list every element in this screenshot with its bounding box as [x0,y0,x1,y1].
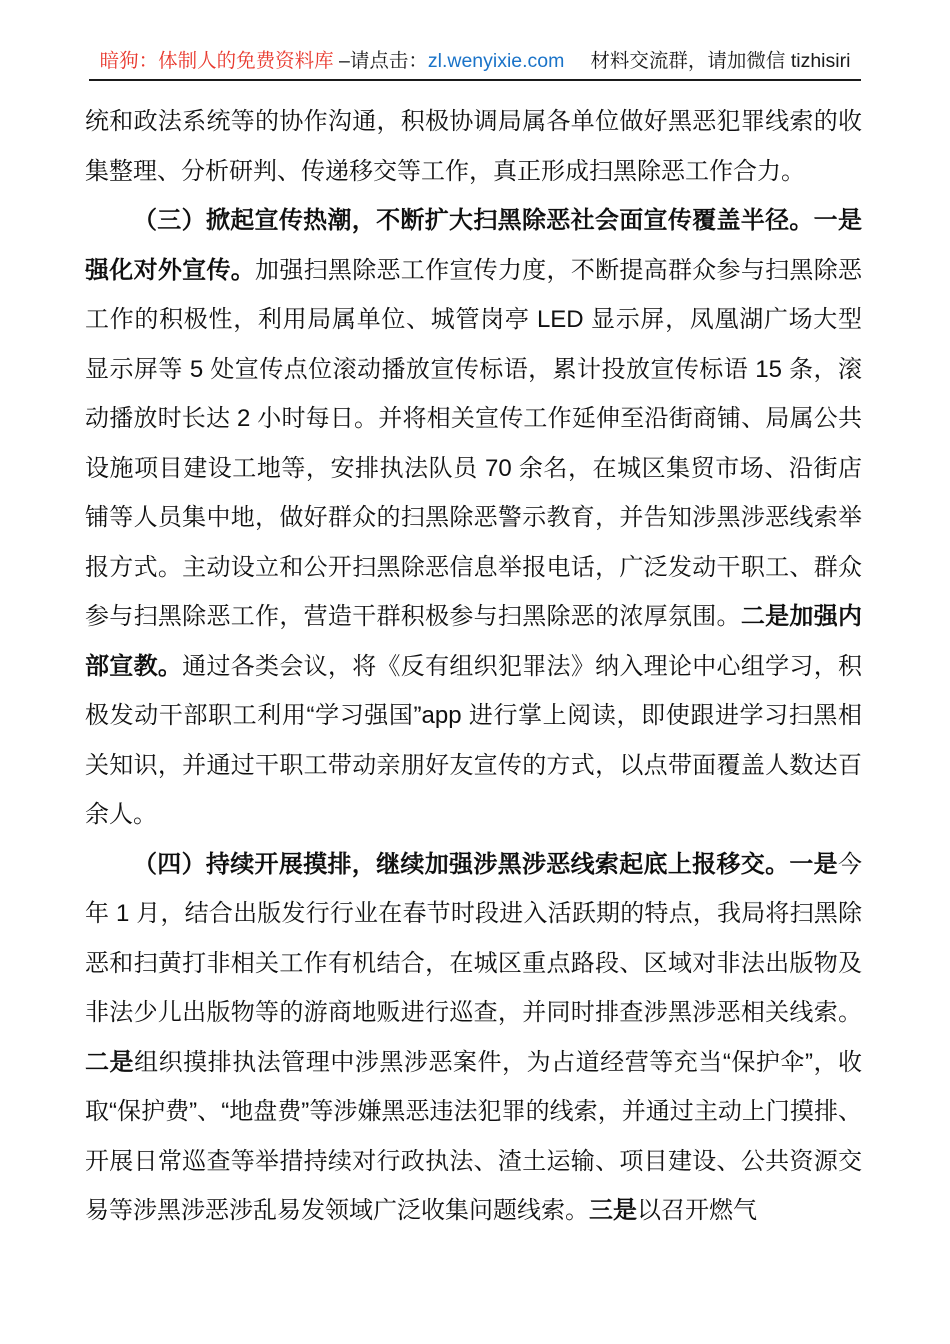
text-run: 以召开燃气 [637,1197,757,1224]
paragraph [85,97,862,196]
header-click-hint: –请点击： [333,50,428,72]
paragraph [85,840,862,1236]
header-site-link[interactable]: zl.wenyixie.com [427,50,565,72]
paragraph [85,196,862,840]
text-run: 组织摸排执法管理中涉黑涉恶案件，为占道经营等充当“保护伞”，收取“保护费”、“地盘费”等涉嫌黑恶违法犯罪的线索，并通过主动上门摸排、开展日常巡查等举措持续对行政执法、渣土运输、项目建设、公共资源交易等涉黑涉恶涉乱易发领域广泛收集问题线索。 [85,1048,863,1224]
header-brand-text: 暗狗：体制人的免费资料库 [99,50,334,72]
header-group-note: 材料交流群，请加微信 tizhisiri [590,50,851,72]
emphasis-run: 二是加强内部宣教。 [85,603,863,680]
emphasis-run: 三是 [589,1197,637,1224]
emphasis-run: （三）掀起宣传热潮，不断扩大扫黑除恶社会面宣传覆盖半径。一是强化对外宣传。 [85,207,862,284]
emphasis-run: （四）持续开展摸排，继续加强涉黑涉恶线索起底上报移交。一是 [133,850,838,878]
text-run: 统和政法系统等的协作沟通，积极协调局属各单位做好黑恶犯罪线索的收集整理、分析研判、传递移交等工作，真正形成扫黑除恶工作合力。 [85,108,862,185]
emphasis-run: 二是 [85,1048,135,1076]
document-body [85,97,862,1236]
page-header [89,48,861,81]
text-run: 加强扫黑除恶工作宣传力度，不断提高群众参与扫黑除恶工作的积极性，利用局属单位、城管岗亭 LED 显示屏，凤凰湖广场大型显示屏等 5 处宣传点位滚动播放宣传标语，累计投放宣传标语 15 条，滚动播放时长达 2 小时每日。并将相关宣传工作延伸至沿街商铺、局属公共设施项目建设工地等，安排执法队员 70 余名，在城区集贸市场、沿街店铺等人员集中地，做好群众的扫黑除恶警示教育，并告知涉黑涉恶线索举报方式。主动设立和公开扫黑除恶信息举报电话，广泛发动干职工、群众参与扫黑除恶工作，营造干群积极参与扫黑除恶的浓厚氛围。 [85,256,863,630]
text-run: 通过各类会议，将《反有组织犯罪法》纳入理论中心组学习，积极发动干部职工利用“学习强国”app 进行掌上阅读，即使跟进学习扫黑相关知识，并通过干职工带动亲朋好友宣传的方式，以点带面覆盖人数达百余人。 [85,652,863,828]
text-run: 今年 1 月，结合出版发行行业在春节时段进入活跃期的特点，我局将扫黑除恶和扫黄打非相关工作有机结合，在城区重点路段、区域对非法出版物及非法少儿出版物等的游商地贩进行巡查，并同时排查涉黑涉恶相关线索。 [85,850,862,1026]
